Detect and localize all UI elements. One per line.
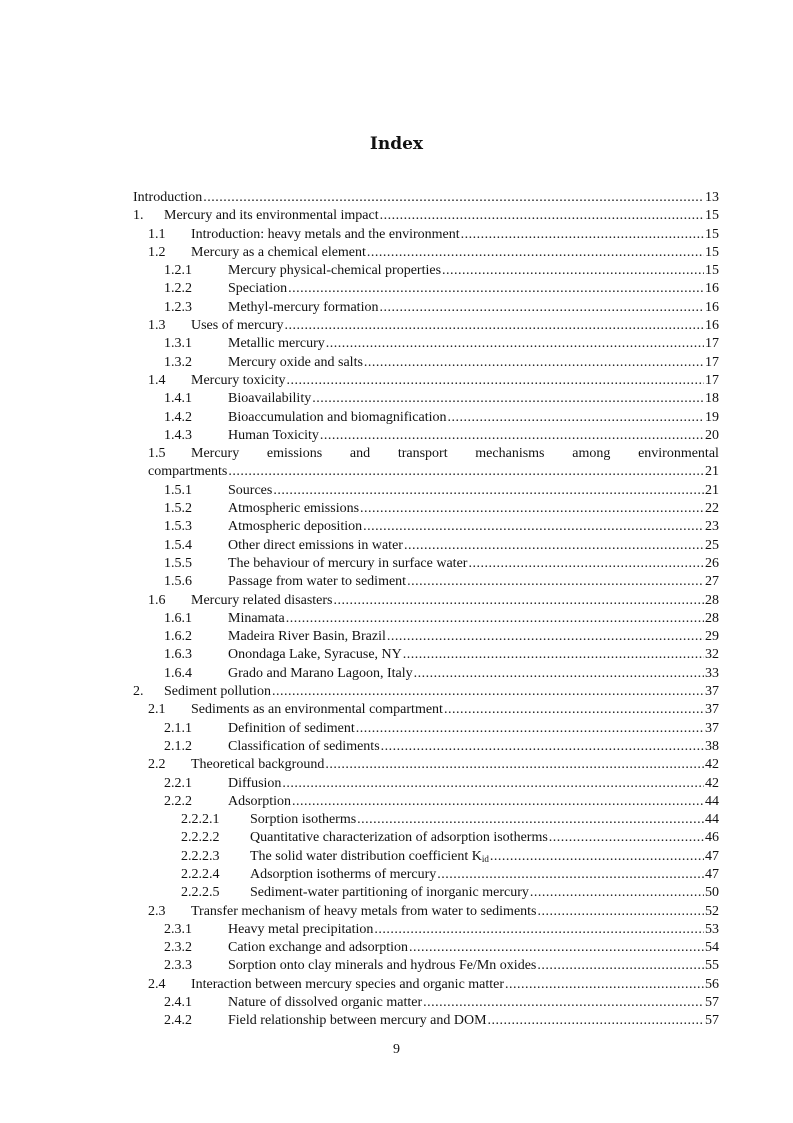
leader-dots xyxy=(356,720,704,738)
leader-dots xyxy=(228,463,704,481)
toc-entry[interactable] xyxy=(133,409,719,427)
toc-entry-number: 1. xyxy=(133,208,144,224)
toc-entry-label-text: Sediment pollution xyxy=(164,684,271,700)
toc-entry-label xyxy=(191,592,333,610)
table-of-contents xyxy=(133,189,719,1031)
toc-entry-label xyxy=(228,537,403,555)
toc-entry-label xyxy=(228,409,447,427)
toc-entry-page: 37 xyxy=(705,684,719,700)
toc-entry-number: 2.2.2 xyxy=(164,793,192,809)
toc-entry-page: 21 xyxy=(705,482,719,498)
toc-entry-number: 2.2.2.4 xyxy=(181,866,220,882)
toc-entry-number: 2.1 xyxy=(148,702,166,718)
toc-entry-label-text: Sorption onto clay minerals and hydrous Fe/Mn oxides xyxy=(228,958,537,974)
leader-dots xyxy=(282,775,704,793)
leader-dots xyxy=(490,848,704,868)
leader-dots xyxy=(285,317,704,335)
toc-entry-label-text: Other direct emissions in water xyxy=(228,537,403,553)
toc-entry[interactable] xyxy=(133,537,719,555)
toc-entry-label xyxy=(228,628,386,646)
leader-dots xyxy=(468,555,704,573)
toc-entry-label xyxy=(228,500,359,518)
toc-entry[interactable] xyxy=(133,555,719,573)
toc-entry-page: 47 xyxy=(705,848,719,864)
toc-entry-label xyxy=(250,829,548,847)
leader-dots xyxy=(442,262,704,280)
toc-entry[interactable] xyxy=(133,354,719,372)
toc-entry-label xyxy=(164,683,271,701)
toc-entry-page: 57 xyxy=(705,995,719,1011)
toc-entry-label-text: Interaction between mercury species and organic matter xyxy=(191,976,505,992)
toc-entry-number: 1.4 xyxy=(148,372,166,388)
toc-entry-label xyxy=(191,701,443,719)
toc-entry-page: 19 xyxy=(705,409,719,425)
toc-entry-label xyxy=(228,280,287,298)
toc-entry-word: environmental xyxy=(638,446,719,462)
toc-entry-number: 1.5.6 xyxy=(164,574,192,590)
toc-entry-label-text: Mercury and its environmental impact xyxy=(164,208,379,224)
leader-dots xyxy=(334,592,705,610)
toc-entry-label-text: Passage from water to sediment xyxy=(228,574,407,590)
toc-entry-page: 17 xyxy=(705,354,719,370)
toc-entry-number: 1.2 xyxy=(148,244,166,260)
toc-entry[interactable] xyxy=(133,848,719,866)
toc-entry-word: emissions xyxy=(266,446,323,462)
toc-entry[interactable] xyxy=(133,720,719,738)
toc-entry-number: 1.6.3 xyxy=(164,647,192,663)
toc-entry-label-text: Adsorption xyxy=(228,793,291,809)
toc-entry-label xyxy=(228,720,355,738)
leader-dots xyxy=(374,921,704,939)
toc-entry-page: 38 xyxy=(705,738,719,754)
toc-entry-number: 1.3.1 xyxy=(164,336,192,352)
toc-entry-page: 26 xyxy=(705,555,719,571)
toc-entry-label-text: Atmospheric emissions xyxy=(228,501,360,517)
toc-entry-label xyxy=(228,994,422,1012)
toc-entry-number: 1.4.3 xyxy=(164,427,192,443)
leader-dots xyxy=(381,738,704,756)
toc-entry[interactable] xyxy=(133,811,719,829)
toc-entry-number: 1.5.2 xyxy=(164,501,192,517)
toc-entry-label xyxy=(228,390,311,408)
toc-entry-number: 1.5.1 xyxy=(164,482,192,498)
page-title: Index xyxy=(369,134,424,154)
toc-entry-label-text: Nature of dissolved organic matter xyxy=(228,995,423,1011)
toc-entry-page: 16 xyxy=(705,299,719,315)
toc-entry-label xyxy=(228,939,408,957)
toc-entry[interactable] xyxy=(133,957,719,975)
toc-entry[interactable] xyxy=(133,939,719,957)
toc-entry-page: 57 xyxy=(705,1013,719,1029)
leader-dots xyxy=(286,372,704,390)
toc-entry-page: 17 xyxy=(705,372,719,388)
toc-entry-label-text: Quantitative characterization of adsorption isotherms xyxy=(250,830,548,846)
leader-dots xyxy=(404,537,704,555)
toc-entry-number: 2.2.2.1 xyxy=(181,812,220,828)
toc-entry[interactable] xyxy=(133,226,719,244)
leader-dots xyxy=(364,354,704,372)
toc-entry[interactable] xyxy=(133,518,719,536)
toc-entry-label-text: Sorption isotherms xyxy=(250,812,357,828)
leader-dots xyxy=(437,866,704,884)
leader-dots xyxy=(505,976,704,994)
toc-entry-label-text: Bioaccumulation and biomagnification xyxy=(228,409,447,425)
toc-entry-label-text: Bioavailability xyxy=(228,391,312,407)
toc-entry-number: 2.2.1 xyxy=(164,775,192,791)
toc-entry-page: 54 xyxy=(705,940,719,956)
leader-dots xyxy=(423,994,704,1012)
toc-entry-number: 2.3.3 xyxy=(164,958,192,974)
toc-entry[interactable] xyxy=(133,280,719,298)
toc-entry-label-text: Human Toxicity xyxy=(228,427,319,443)
toc-entry-label-text: Sediment-water partitioning of inorganic mercury xyxy=(250,885,529,901)
toc-entry[interactable] xyxy=(133,317,719,335)
toc-entry-number: 1.4.2 xyxy=(164,409,192,425)
toc-entry-number: 2.3.1 xyxy=(164,921,192,937)
toc-entry-label-text: Definition of sediment xyxy=(228,720,355,736)
leader-dots xyxy=(292,793,704,811)
toc-entry-label-text: Mercury as a chemical element xyxy=(191,244,366,260)
leader-dots xyxy=(380,207,704,225)
toc-entry-label xyxy=(191,244,366,262)
toc-entry-label xyxy=(228,427,319,445)
toc-entry-label xyxy=(191,317,284,335)
toc-entry-label xyxy=(228,610,285,628)
toc-entry-page: 16 xyxy=(705,318,719,334)
toc-entry[interactable] xyxy=(133,665,719,683)
toc-entry-label-text: Cation exchange and adsorption xyxy=(228,940,409,956)
toc-entry-number: 1.4.1 xyxy=(164,391,192,407)
toc-entry-label-text: Heavy metal precipitation xyxy=(228,921,374,937)
toc-entry[interactable] xyxy=(133,500,719,518)
toc-entry-page: 25 xyxy=(705,537,719,553)
leader-dots xyxy=(320,427,704,445)
toc-entry[interactable] xyxy=(133,207,719,225)
toc-entry-page: 15 xyxy=(705,244,719,260)
toc-entry-number: 1.2.1 xyxy=(164,263,192,279)
toc-entry-label-text: Metallic mercury xyxy=(228,336,325,352)
toc-entry[interactable] xyxy=(133,701,719,719)
toc-entry-number: 1.5.3 xyxy=(164,519,192,535)
toc-entry-page: 16 xyxy=(705,281,719,297)
leader-dots xyxy=(357,811,704,829)
toc-entry-number: 2.2.2.3 xyxy=(181,848,220,864)
toc-entry-page: 18 xyxy=(705,391,719,407)
toc-entry-label xyxy=(228,573,406,591)
toc-entry-label xyxy=(228,518,362,536)
leader-dots xyxy=(367,244,704,262)
toc-entry-number: 1.6.1 xyxy=(164,610,192,626)
toc-entry-label-subscript: id xyxy=(481,853,489,864)
toc-entry-label-text: Adsorption isotherms of mercury xyxy=(250,866,437,882)
toc-entry-label xyxy=(228,354,363,372)
toc-entry-label xyxy=(191,976,504,994)
toc-entry-number: 2.1.1 xyxy=(164,720,192,736)
leader-dots xyxy=(448,409,705,427)
toc-entry-number: 1.2.3 xyxy=(164,299,192,315)
toc-entry-page: 47 xyxy=(705,866,719,882)
leader-dots xyxy=(273,482,704,500)
toc-entry[interactable] xyxy=(133,244,719,262)
toc-entry-continuation[interactable] xyxy=(133,463,719,481)
toc-entry-word: mechanisms xyxy=(475,446,545,462)
toc-entry-page: 29 xyxy=(705,629,719,645)
toc-entry-number: 1.5 xyxy=(148,446,166,462)
toc-entry-label-text: Minamata xyxy=(228,610,285,626)
leader-dots xyxy=(288,280,704,298)
toc-entry-label-text: Classification of sediments xyxy=(228,738,380,754)
toc-entry-label-text: Mercury toxicity xyxy=(191,372,286,388)
toc-entry-label-text: Mercury oxide and salts xyxy=(228,354,363,370)
toc-entry-label xyxy=(250,866,436,884)
toc-entry-page: 13 xyxy=(705,190,719,205)
toc-entry[interactable] xyxy=(133,646,719,664)
toc-entry-word: and xyxy=(349,446,371,462)
toc-entry-number: 1.6.2 xyxy=(164,629,192,645)
toc-entry-number: 1.3 xyxy=(148,318,166,334)
toc-entry-label xyxy=(228,262,441,280)
toc-entry-label-text: Introduction xyxy=(133,190,203,205)
toc-entry-page: 50 xyxy=(705,885,719,901)
toc-entry[interactable] xyxy=(133,573,719,591)
toc-entry[interactable] xyxy=(133,610,719,628)
toc-entry-word: Mercury xyxy=(191,446,240,462)
toc-entry-label xyxy=(228,793,291,811)
toc-entry[interactable] xyxy=(133,994,719,1012)
toc-entry-label xyxy=(191,226,460,244)
toc-entry[interactable] xyxy=(133,372,719,390)
toc-entry-page: 42 xyxy=(705,775,719,791)
leader-dots xyxy=(549,829,704,847)
toc-entry-label xyxy=(191,372,285,390)
toc-entry-page: 52 xyxy=(705,903,719,919)
toc-entry-label-text: Grado and Marano Lagoon, Italy xyxy=(228,665,413,681)
toc-entry-page: 56 xyxy=(705,976,719,992)
toc-entry-label-text: Mercury related disasters xyxy=(191,592,333,608)
toc-entry-label-text: Diffusion xyxy=(228,775,282,791)
toc-entry-number: 2.4 xyxy=(148,976,166,992)
toc-entry-page: 28 xyxy=(705,592,719,608)
toc-entry-label-text: The behaviour of mercury in surface water xyxy=(228,555,468,571)
leader-dots xyxy=(530,884,704,902)
toc-entry-number: 2. xyxy=(133,684,144,700)
leader-dots xyxy=(203,189,704,207)
toc-entry-page: 22 xyxy=(705,501,719,517)
toc-entry-label-text: Onondaga Lake, Syracuse, NY xyxy=(228,647,402,663)
toc-entry-number: 2.3.2 xyxy=(164,940,192,956)
toc-entry-page: 53 xyxy=(705,921,719,937)
toc-entry-number: 2.2.2.2 xyxy=(181,830,220,846)
toc-entry-page: 42 xyxy=(705,757,719,773)
toc-entry-page: 17 xyxy=(705,336,719,352)
toc-entry-label: compartments xyxy=(148,464,228,480)
toc-entry[interactable] xyxy=(133,482,719,500)
toc-entry-label xyxy=(250,848,489,868)
toc-entry-label xyxy=(228,665,413,683)
toc-entry-label-text: Sources xyxy=(228,482,273,498)
toc-entry-page: 21 xyxy=(705,464,719,480)
leader-dots xyxy=(403,646,704,664)
toc-entry-label xyxy=(228,957,536,975)
toc-entry[interactable] xyxy=(133,189,719,207)
toc-entry-number: 2.1.2 xyxy=(164,738,192,754)
toc-entry[interactable] xyxy=(133,683,719,701)
leader-dots xyxy=(387,628,704,646)
toc-entry-label xyxy=(133,189,202,207)
leader-dots xyxy=(286,610,704,628)
toc-entry-page: 46 xyxy=(705,830,719,846)
toc-entry-label xyxy=(228,555,467,573)
toc-entry-label-text: Speciation xyxy=(228,281,288,297)
toc-entry-label xyxy=(191,903,537,921)
toc-entry-label xyxy=(250,884,529,902)
toc-entry-label-text: Uses of mercury xyxy=(191,318,284,334)
toc-entry-page: 15 xyxy=(705,208,719,224)
toc-entry-number: 1.3.2 xyxy=(164,354,192,370)
toc-entry-page: 15 xyxy=(705,226,719,242)
leader-dots xyxy=(312,390,704,408)
toc-entry-page: 23 xyxy=(705,519,719,535)
toc-entry-label xyxy=(228,738,380,756)
toc-entry-label-text: Theoretical background xyxy=(191,757,325,773)
toc-entry-number: 2.4.2 xyxy=(164,1013,192,1029)
leader-dots xyxy=(409,939,704,957)
toc-entry-page: 15 xyxy=(705,263,719,279)
toc-entry-label xyxy=(228,921,373,939)
toc-entry[interactable] xyxy=(133,335,719,353)
toc-entry-number: 1.5.5 xyxy=(164,555,192,571)
toc-entry-label-text: Atmospheric deposition xyxy=(228,519,363,535)
toc-entry-label xyxy=(228,646,402,664)
toc-entry[interactable] xyxy=(133,775,719,793)
page-number: 9 xyxy=(393,1042,400,1057)
toc-entry[interactable] xyxy=(133,427,719,445)
toc-entry-label-text: Methyl-mercury formation xyxy=(228,299,379,315)
toc-entry-number: 1.5.4 xyxy=(164,537,192,553)
toc-entry[interactable] xyxy=(133,628,719,646)
toc-entry-number: 2.2 xyxy=(148,757,166,773)
toc-entry[interactable] xyxy=(133,390,719,408)
toc-entry-page: 55 xyxy=(705,958,719,974)
toc-entry-page: 33 xyxy=(705,665,719,681)
toc-entry-label-text: Madeira River Basin, Brazil xyxy=(228,629,386,645)
toc-entry-page: 27 xyxy=(705,574,719,590)
toc-entry[interactable] xyxy=(133,866,719,884)
toc-entry-number: 1.2.2 xyxy=(164,281,192,297)
toc-entry[interactable] xyxy=(133,756,719,774)
toc-entry-label xyxy=(191,756,324,774)
toc-entry-label xyxy=(164,207,379,225)
leader-dots xyxy=(488,1012,704,1030)
leader-dots xyxy=(272,683,704,701)
toc-entry-label-text: Transfer mechanism of heavy metals from water to sediments xyxy=(191,903,537,919)
leader-dots xyxy=(325,756,704,774)
toc-entry[interactable] xyxy=(133,976,719,994)
leader-dots xyxy=(538,903,704,921)
toc-entry-word: among xyxy=(572,446,611,462)
leader-dots xyxy=(326,335,704,353)
toc-entry-word: transport xyxy=(397,446,448,462)
toc-entry-page: 37 xyxy=(705,702,719,718)
toc-entry[interactable] xyxy=(133,793,719,811)
toc-entry-label xyxy=(250,811,356,829)
toc-entry[interactable] xyxy=(133,262,719,280)
toc-entry[interactable] xyxy=(133,884,719,902)
toc-entry-label xyxy=(228,482,272,500)
toc-entry-page: 28 xyxy=(705,610,719,626)
toc-entry-page: 20 xyxy=(705,427,719,443)
toc-entry[interactable] xyxy=(133,738,719,756)
toc-entry[interactable] xyxy=(133,829,719,847)
toc-entry-number: 1.6 xyxy=(148,592,166,608)
leader-dots xyxy=(414,665,704,683)
leader-dots xyxy=(461,226,704,244)
toc-entry[interactable] xyxy=(133,592,719,610)
toc-entry-number: 1.1 xyxy=(148,226,166,242)
toc-entry-number: 1.6.4 xyxy=(164,665,192,681)
toc-entry-label-text: Mercury physical-chemical properties xyxy=(228,263,442,279)
toc-entry-number: 2.3 xyxy=(148,903,166,919)
toc-entry[interactable] xyxy=(133,445,719,463)
leader-dots xyxy=(444,701,704,719)
leader-dots xyxy=(379,299,704,317)
toc-entry-label xyxy=(191,445,719,463)
toc-entry-label xyxy=(228,335,325,353)
toc-entry-number: 2.2.2.5 xyxy=(181,885,220,901)
toc-entry-page: 44 xyxy=(705,812,719,828)
toc-entry-label xyxy=(228,299,378,317)
toc-entry-page: 37 xyxy=(705,720,719,736)
toc-entry[interactable] xyxy=(133,299,719,317)
toc-entry[interactable] xyxy=(133,921,719,939)
toc-entry-label-text: Field relationship between mercury and DOM xyxy=(228,1013,487,1029)
toc-entry[interactable] xyxy=(133,903,719,921)
toc-entry-page: 32 xyxy=(705,647,719,663)
toc-entry-label-text: Sediments as an environmental compartment xyxy=(191,702,443,718)
leader-dots xyxy=(537,957,704,975)
leader-dots xyxy=(363,518,704,536)
leader-dots xyxy=(407,573,704,591)
toc-entry-page: 44 xyxy=(705,793,719,809)
toc-entry-label xyxy=(228,775,281,793)
toc-entry-label-text: Introduction: heavy metals and the environment xyxy=(191,226,460,242)
toc-entry[interactable] xyxy=(133,1012,719,1030)
toc-entry-label xyxy=(228,1012,487,1030)
toc-entry-label-text: The solid water distribution coefficient K xyxy=(250,848,482,864)
leader-dots xyxy=(360,500,704,518)
toc-entry-number: 2.4.1 xyxy=(164,995,192,1011)
